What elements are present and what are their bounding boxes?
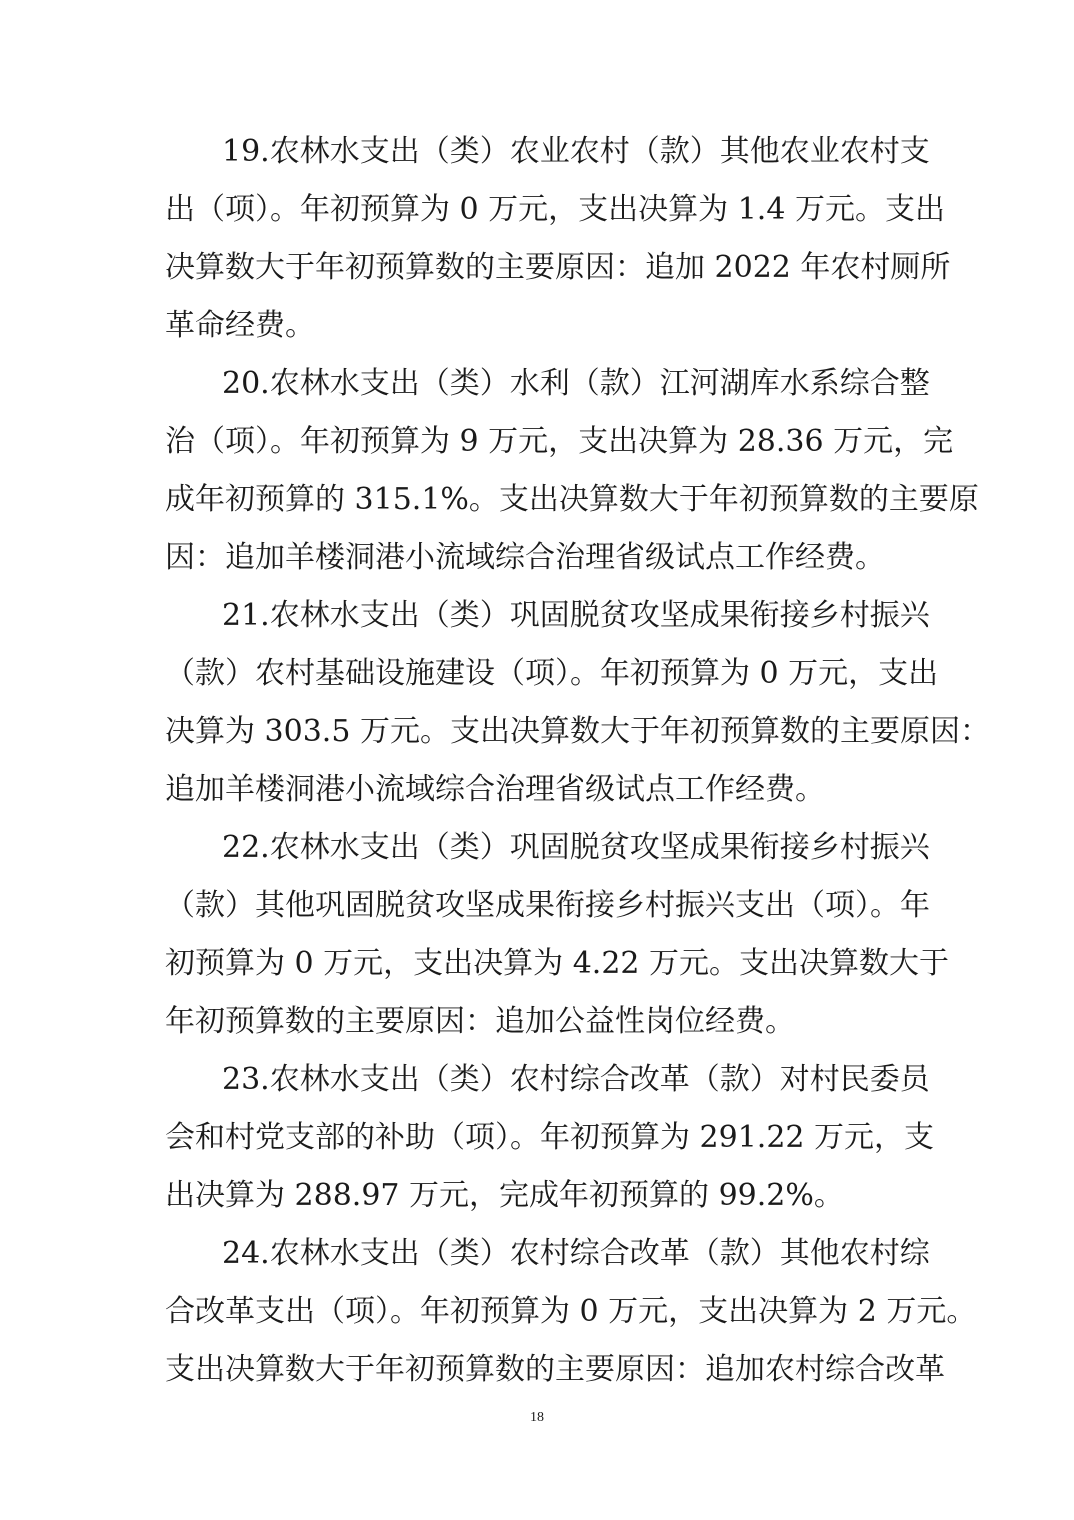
- paragraph-24: [165, 1225, 977, 1399]
- text-line: 因：追加羊楼洞港小流域综合治理省级试点工作经费。: [165, 540, 885, 575]
- text-line: 追加羊楼洞港小流域综合治理省级试点工作经费。: [165, 772, 825, 807]
- text-line: 出（项）。年初预算为 0 万元，支出决算为 1.4 万元。支出: [165, 192, 945, 227]
- text-line: 革命经费。: [165, 308, 315, 343]
- page-number: 18: [530, 1410, 544, 1425]
- text-line: 治（项）。年初预算为 9 万元，支出决算为 28.36 万元，完: [165, 424, 954, 459]
- text-line: 初预算为 0 万元，支出决算为 4.22 万元。支出决算数大于: [165, 946, 950, 981]
- paragraph-23: [165, 1051, 935, 1225]
- text-line: 24.农林水支出（类）农村综合改革（款）其他农村综: [222, 1236, 930, 1271]
- text-line: 支出决算数大于年初预算数的主要原因：追加农村综合改革: [165, 1352, 945, 1387]
- text-line: 会和村党支部的补助（项）。年初预算为 291.22 万元，支: [165, 1120, 935, 1155]
- paragraph-21: [165, 587, 990, 819]
- paragraph-19: [165, 123, 951, 355]
- text-line: （款）其他巩固脱贫攻坚成果衔接乡村振兴支出（项）。年: [165, 888, 930, 923]
- paragraph-20: [165, 355, 979, 587]
- text-line: （款）农村基础设施建设（项）。年初预算为 0 万元，支出: [165, 656, 939, 691]
- body-text: [165, 123, 990, 1399]
- text-line: 19.农林水支出（类）农业农村（款）其他农业农村支: [222, 134, 930, 169]
- text-line: 年初预算数的主要原因：追加公益性岗位经费。: [165, 1004, 795, 1039]
- text-line: 合改革支出（项）。年初预算为 0 万元，支出决算为 2 万元。: [165, 1294, 977, 1329]
- text-line: 决算为 303.5 万元。支出决算数大于年初预算数的主要原因：: [165, 714, 990, 749]
- text-line: 出决算为 288.97 万元，完成年初预算的 99.2%。: [165, 1178, 844, 1213]
- text-line: 23.农林水支出（类）农村综合改革（款）对村民委员: [222, 1062, 930, 1097]
- text-line: 20.农林水支出（类）水利（款）江河湖库水系综合整: [222, 366, 930, 401]
- paragraph-22: [165, 819, 950, 1051]
- text-line: 决算数大于年初预算数的主要原因：追加 2022 年农村厕所: [165, 250, 951, 285]
- text-line: 21.农林水支出（类）巩固脱贫攻坚成果衔接乡村振兴: [222, 598, 930, 633]
- text-line: 成年初预算的 315.1%。支出决算数大于年初预算数的主要原: [165, 482, 979, 517]
- text-line: 22.农林水支出（类）巩固脱贫攻坚成果衔接乡村振兴: [222, 830, 930, 865]
